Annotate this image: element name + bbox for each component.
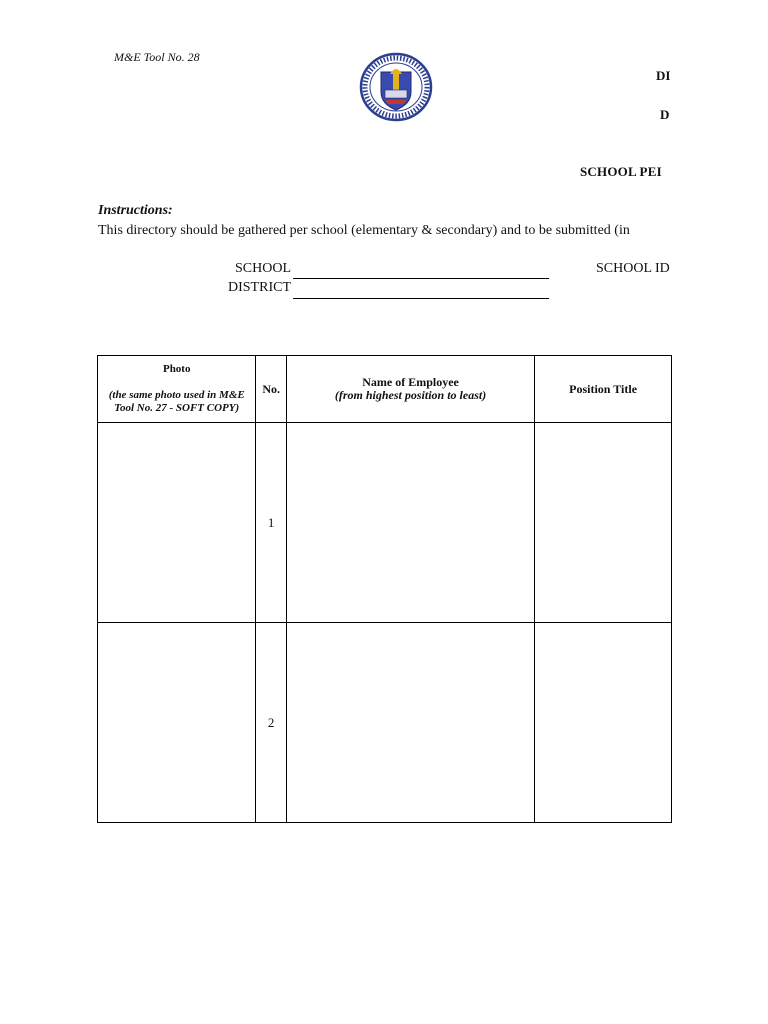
name-cell[interactable]: [286, 623, 534, 823]
table-row: [98, 623, 672, 823]
position-cell[interactable]: [535, 623, 672, 823]
number-column-header: No.: [256, 356, 286, 423]
district-input-line[interactable]: [293, 298, 549, 299]
header-line-2: D: [660, 107, 670, 122]
tool-number: M&E Tool No. 28: [114, 50, 200, 64]
name-cell[interactable]: [286, 423, 534, 623]
instructions-title: Instructions:: [98, 203, 173, 218]
row-number: 2: [256, 623, 286, 823]
instructions-text: This directory should be gathered per school (elementary & secondary) and to be submitted (in: [98, 223, 630, 238]
deped-seal-icon: [359, 52, 433, 122]
table-row: [98, 423, 672, 623]
photo-cell[interactable]: [98, 423, 256, 623]
position-cell[interactable]: [535, 423, 672, 623]
photo-cell[interactable]: [98, 623, 256, 823]
photo-column-header: [98, 356, 256, 423]
row-number: 1: [256, 423, 286, 623]
name-header-note: (from highest position to least): [334, 388, 487, 402]
personnel-directory-table: [97, 355, 672, 823]
photo-header-label: Photo: [162, 363, 191, 375]
district-label: DISTRICT: [228, 280, 291, 295]
position-column-header: Position Title: [535, 356, 672, 423]
table-header-row: [98, 356, 672, 423]
school-label: SCHOOL: [234, 261, 291, 276]
photo-header-note: (the same photo used in M&E Tool No. 27 - SOFT COPY): [108, 389, 245, 414]
form-title: SCHOOL PEI: [580, 164, 662, 179]
header-line-1: DI: [656, 68, 671, 83]
school-input-line[interactable]: [293, 278, 549, 279]
name-header-label: Name of Employee: [362, 375, 459, 389]
name-column-header: [286, 356, 534, 423]
school-id-label: SCHOOL ID: [596, 261, 670, 276]
